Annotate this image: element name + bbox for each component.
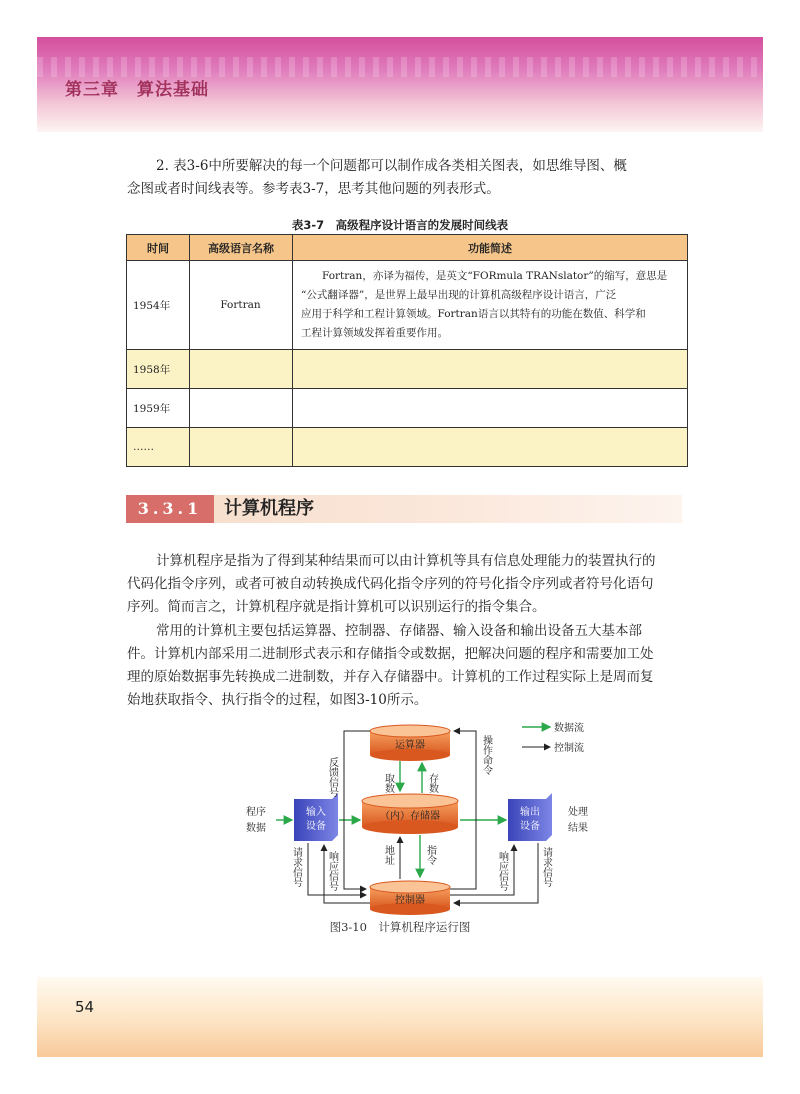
cell-language bbox=[190, 350, 293, 389]
body-p2-line: 理的原始数据事先转换成二进制数，并存入存储器中。计算机的工作过程实际上是周而复 bbox=[127, 669, 654, 685]
body-p1-line: 计算机程序是指为了得到某种结果而可以由计算机等具有信息处理能力的装置执行的 bbox=[156, 553, 656, 569]
result-label: 结果 bbox=[568, 823, 588, 834]
desc-line: 工程计算领域发挥着重要作用。 bbox=[301, 327, 448, 339]
table-caption: 表3-7 高级程序设计语言的发展时间线表 bbox=[291, 218, 509, 232]
desc-line: 应用于科学和工程计算领域。Fortran语言以其特有的功能在数值、科学和 bbox=[301, 308, 646, 320]
program-label: 程序 bbox=[246, 807, 266, 818]
request-signal-left-label: 请求信号 bbox=[290, 847, 302, 887]
legend-control-flow-label: 控制流 bbox=[554, 743, 584, 754]
cell-description bbox=[293, 389, 688, 428]
body-p2-line: 始地获取指令、执行指令的过程，如图3-10所示。 bbox=[127, 692, 428, 708]
response-signal-left-label: 响应信号 bbox=[326, 851, 338, 891]
controller-label: 控制器 bbox=[395, 895, 425, 906]
cell-language bbox=[190, 389, 293, 428]
body-p2-line: 件。计算机内部采用二进制形式表示和存储指令或数据，把解决问题的程序和需要加工处 bbox=[127, 646, 654, 662]
output-device-line2: 设备 bbox=[520, 821, 540, 832]
table-row bbox=[127, 350, 688, 389]
header-description: 功能简述 bbox=[293, 235, 688, 261]
input-device bbox=[294, 793, 338, 841]
header-time: 时间 bbox=[127, 235, 190, 261]
table-row bbox=[127, 389, 688, 428]
process-label: 处理 bbox=[568, 807, 588, 818]
body-p1-line: 序列。简而言之，计算机程序就是指计算机可以识别运行的指令集合。 bbox=[127, 599, 546, 615]
store-label: 存数 bbox=[426, 773, 438, 793]
page-number: 54 bbox=[75, 998, 95, 1016]
input-device-line1: 输入 bbox=[306, 807, 326, 818]
chapter-title: 第三章 算法基础 bbox=[65, 80, 209, 100]
section-title: 计算机程序 bbox=[224, 498, 314, 519]
section-number: 3.3.1 bbox=[126, 495, 214, 523]
cell-time: …… bbox=[127, 428, 190, 467]
data-label: 数据 bbox=[246, 823, 266, 834]
alu-label: 运算器 bbox=[395, 740, 425, 751]
desc-line: “公式翻译器”，是世界上最早出现的计算机高级程序设计语言，广泛 bbox=[301, 289, 617, 301]
section-heading bbox=[126, 495, 682, 523]
memory-cylinder bbox=[362, 794, 458, 834]
cell-description bbox=[293, 350, 688, 389]
operation-command-label: 操作命令 bbox=[480, 735, 492, 775]
request-signal-right-label: 请求信号 bbox=[540, 847, 552, 887]
header-language: 高级语言名称 bbox=[190, 235, 293, 261]
cell-language: Fortran bbox=[190, 261, 293, 350]
computer-program-diagram bbox=[232, 717, 604, 939]
feedback-signal-label: 反馈信号 bbox=[326, 757, 338, 797]
timeline-table bbox=[126, 234, 688, 467]
footer-band bbox=[37, 977, 763, 1057]
response-signal-right-label: 响应信号 bbox=[496, 851, 508, 891]
instruction-label: 指令 bbox=[424, 845, 436, 865]
cell-description bbox=[293, 428, 688, 467]
body-p1-line: 代码化指令序列，或者可被自动转换成代码化指令序列的符号化指令序列或者符号化语句 bbox=[127, 576, 654, 592]
figure-caption: 图3-10 计算机程序运行图 bbox=[329, 920, 471, 934]
legend-data-flow-label: 数据流 bbox=[554, 723, 584, 734]
intro-line-1: 2. 表3-6中所要解决的每一个问题都可以制作成各类相关图表，如思维导图、概 bbox=[156, 158, 627, 174]
output-device-line1: 输出 bbox=[520, 807, 540, 818]
input-device-line2: 设备 bbox=[306, 821, 326, 832]
table-row bbox=[127, 261, 688, 350]
cell-language bbox=[190, 428, 293, 467]
body-p2-line: 常用的计算机主要包括运算器、控制器、存储器、输入设备和输出设备五大基本部 bbox=[156, 623, 642, 639]
output-device bbox=[508, 793, 552, 841]
table-header-row bbox=[127, 235, 688, 261]
cell-time: 1958年 bbox=[127, 350, 190, 389]
diagram-svg bbox=[232, 717, 604, 939]
table-row bbox=[127, 428, 688, 467]
memory-label: （内）存储器 bbox=[380, 811, 440, 822]
fetch-label: 取数 bbox=[382, 773, 394, 793]
cell-time: 1954年 bbox=[127, 261, 190, 350]
alu-cylinder bbox=[370, 725, 450, 761]
intro-line-2: 念图或者时间线表等。参考表3-7，思考其他问题的列表形式。 bbox=[127, 181, 500, 197]
desc-line: Fortran，亦译为福传，是英文“FORmula TRANslator”的缩写，意思是 bbox=[322, 270, 668, 282]
cell-time: 1959年 bbox=[127, 389, 190, 428]
controller-cylinder bbox=[370, 881, 450, 915]
address-label: 地址 bbox=[382, 845, 394, 865]
cell-description bbox=[293, 261, 688, 350]
textbook-page bbox=[37, 37, 763, 1057]
